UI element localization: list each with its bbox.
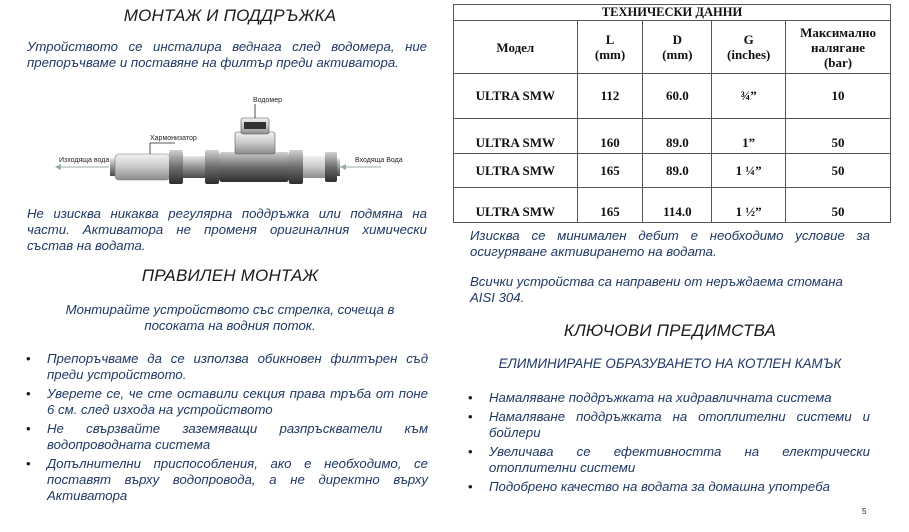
list-item: • Намаляване поддръжката на хидравличната система	[468, 390, 832, 405]
bullet-icon: •	[468, 444, 473, 459]
connector	[183, 156, 205, 178]
installation-diagram	[55, 90, 403, 190]
header-model: Модел	[454, 21, 578, 74]
harmonizer-label: Хармонизатор	[150, 135, 197, 142]
bullet-icon: •	[468, 409, 473, 424]
right-nut	[289, 150, 303, 184]
bullet-icon: •	[468, 390, 473, 405]
table-title: ТЕХНИЧЕСКИ ДАННИ	[454, 5, 891, 21]
page-number: 5	[862, 507, 867, 516]
table-row: ULTRA SMW 160 89.0 1” 50	[454, 119, 891, 154]
note-stainless-steel: Всички устройства са направени от неръждаема стомана AISI 304.	[470, 274, 843, 305]
bullet-icon: •	[26, 421, 31, 436]
list-item: • Не свързвайте заземяващи разпръскватели към водопроводната система	[26, 421, 428, 452]
table-row: ULTRA SMW 165 89.0 1 ¼” 50	[454, 154, 891, 188]
water-inlet-label: Входяща Вода	[355, 157, 403, 164]
harmonizer-body	[115, 154, 170, 180]
left-nut	[169, 150, 183, 184]
list-item: • Уверете се, че сте оставили секция права тръба от поне 6 см. след изхода на устройството	[26, 386, 428, 417]
list-item: • Намаляване поддръжката на отоплителни системи и бойлери	[468, 409, 870, 440]
table-header-row	[454, 21, 891, 74]
benefits-list	[464, 390, 870, 498]
maintenance-text: Не изисква никаква регулярна поддръжка или подмяна на части. Активатора не променя оригиналния химически състав на водата.	[27, 206, 427, 253]
header-g: G (inches)	[712, 21, 786, 74]
bullet-icon: •	[468, 479, 473, 494]
bullet-icon: •	[26, 456, 31, 471]
header-pressure: Максимално налягане (bar)	[786, 21, 891, 74]
list-item: • Допълнителни приспособления, ако е необходимо, се поставят върху водопровода, а не директно върху Активатора	[26, 456, 428, 503]
table-row: ULTRA SMW 165 114.0 1 ½” 50	[454, 188, 891, 223]
header-d: D (mm)	[643, 21, 712, 74]
bullet-icon: •	[26, 351, 31, 366]
list-item: • Препоръчваме да се използва обикновен филтърен съд преди устройството.	[26, 351, 428, 382]
meter-display	[244, 122, 266, 129]
center-left-nut	[205, 150, 219, 184]
correct-install-intro: Монтирайте устройството със стрелка, сочеща в посоката на водния поток.	[65, 302, 395, 333]
note-min-flow: Изисква се минимален дебит е необходимо условие за осигуряване активирането на водата.	[470, 228, 870, 259]
technical-data-table	[453, 4, 891, 223]
end-nut	[325, 152, 337, 182]
benefits-heading: КЛЮЧОВИ ПРЕДИМСТВА	[563, 321, 777, 340]
water-meter-label: Водомер	[253, 97, 282, 104]
outlet-arrow	[55, 164, 109, 170]
inlet-arrow	[340, 164, 381, 170]
header-l: L (mm)	[577, 21, 643, 74]
table-row: ULTRA SMW 112 60.0 ¾” 10	[454, 74, 891, 119]
meter-body	[219, 152, 289, 182]
list-item: • Подобрено качество на водата за домашна употреба	[468, 479, 830, 494]
install-text: Утройството се инсталира веднага след водомера, ние препоръчваме и поставяне на филтър преди активатора.	[27, 39, 427, 70]
install-bullets	[22, 351, 428, 507]
bullet-icon: •	[26, 386, 31, 401]
benefits-subheading: ЕЛИМИНИРАНЕ ОБРАЗУВАНЕТО НА КОТЛЕН КАМЪК	[498, 356, 842, 371]
correct-install-heading: ПРАВИЛЕН МОНТАЖ	[141, 266, 319, 285]
meter-head	[235, 132, 275, 154]
right-fitting	[303, 156, 327, 178]
water-outlet-label: Изходяща вода	[59, 157, 110, 164]
install-heading: МОНТАЖ И ПОДДРЪЖКА	[123, 6, 337, 25]
list-item: • Увеличава се ефективността на електрически отоплителни системи	[468, 444, 870, 475]
